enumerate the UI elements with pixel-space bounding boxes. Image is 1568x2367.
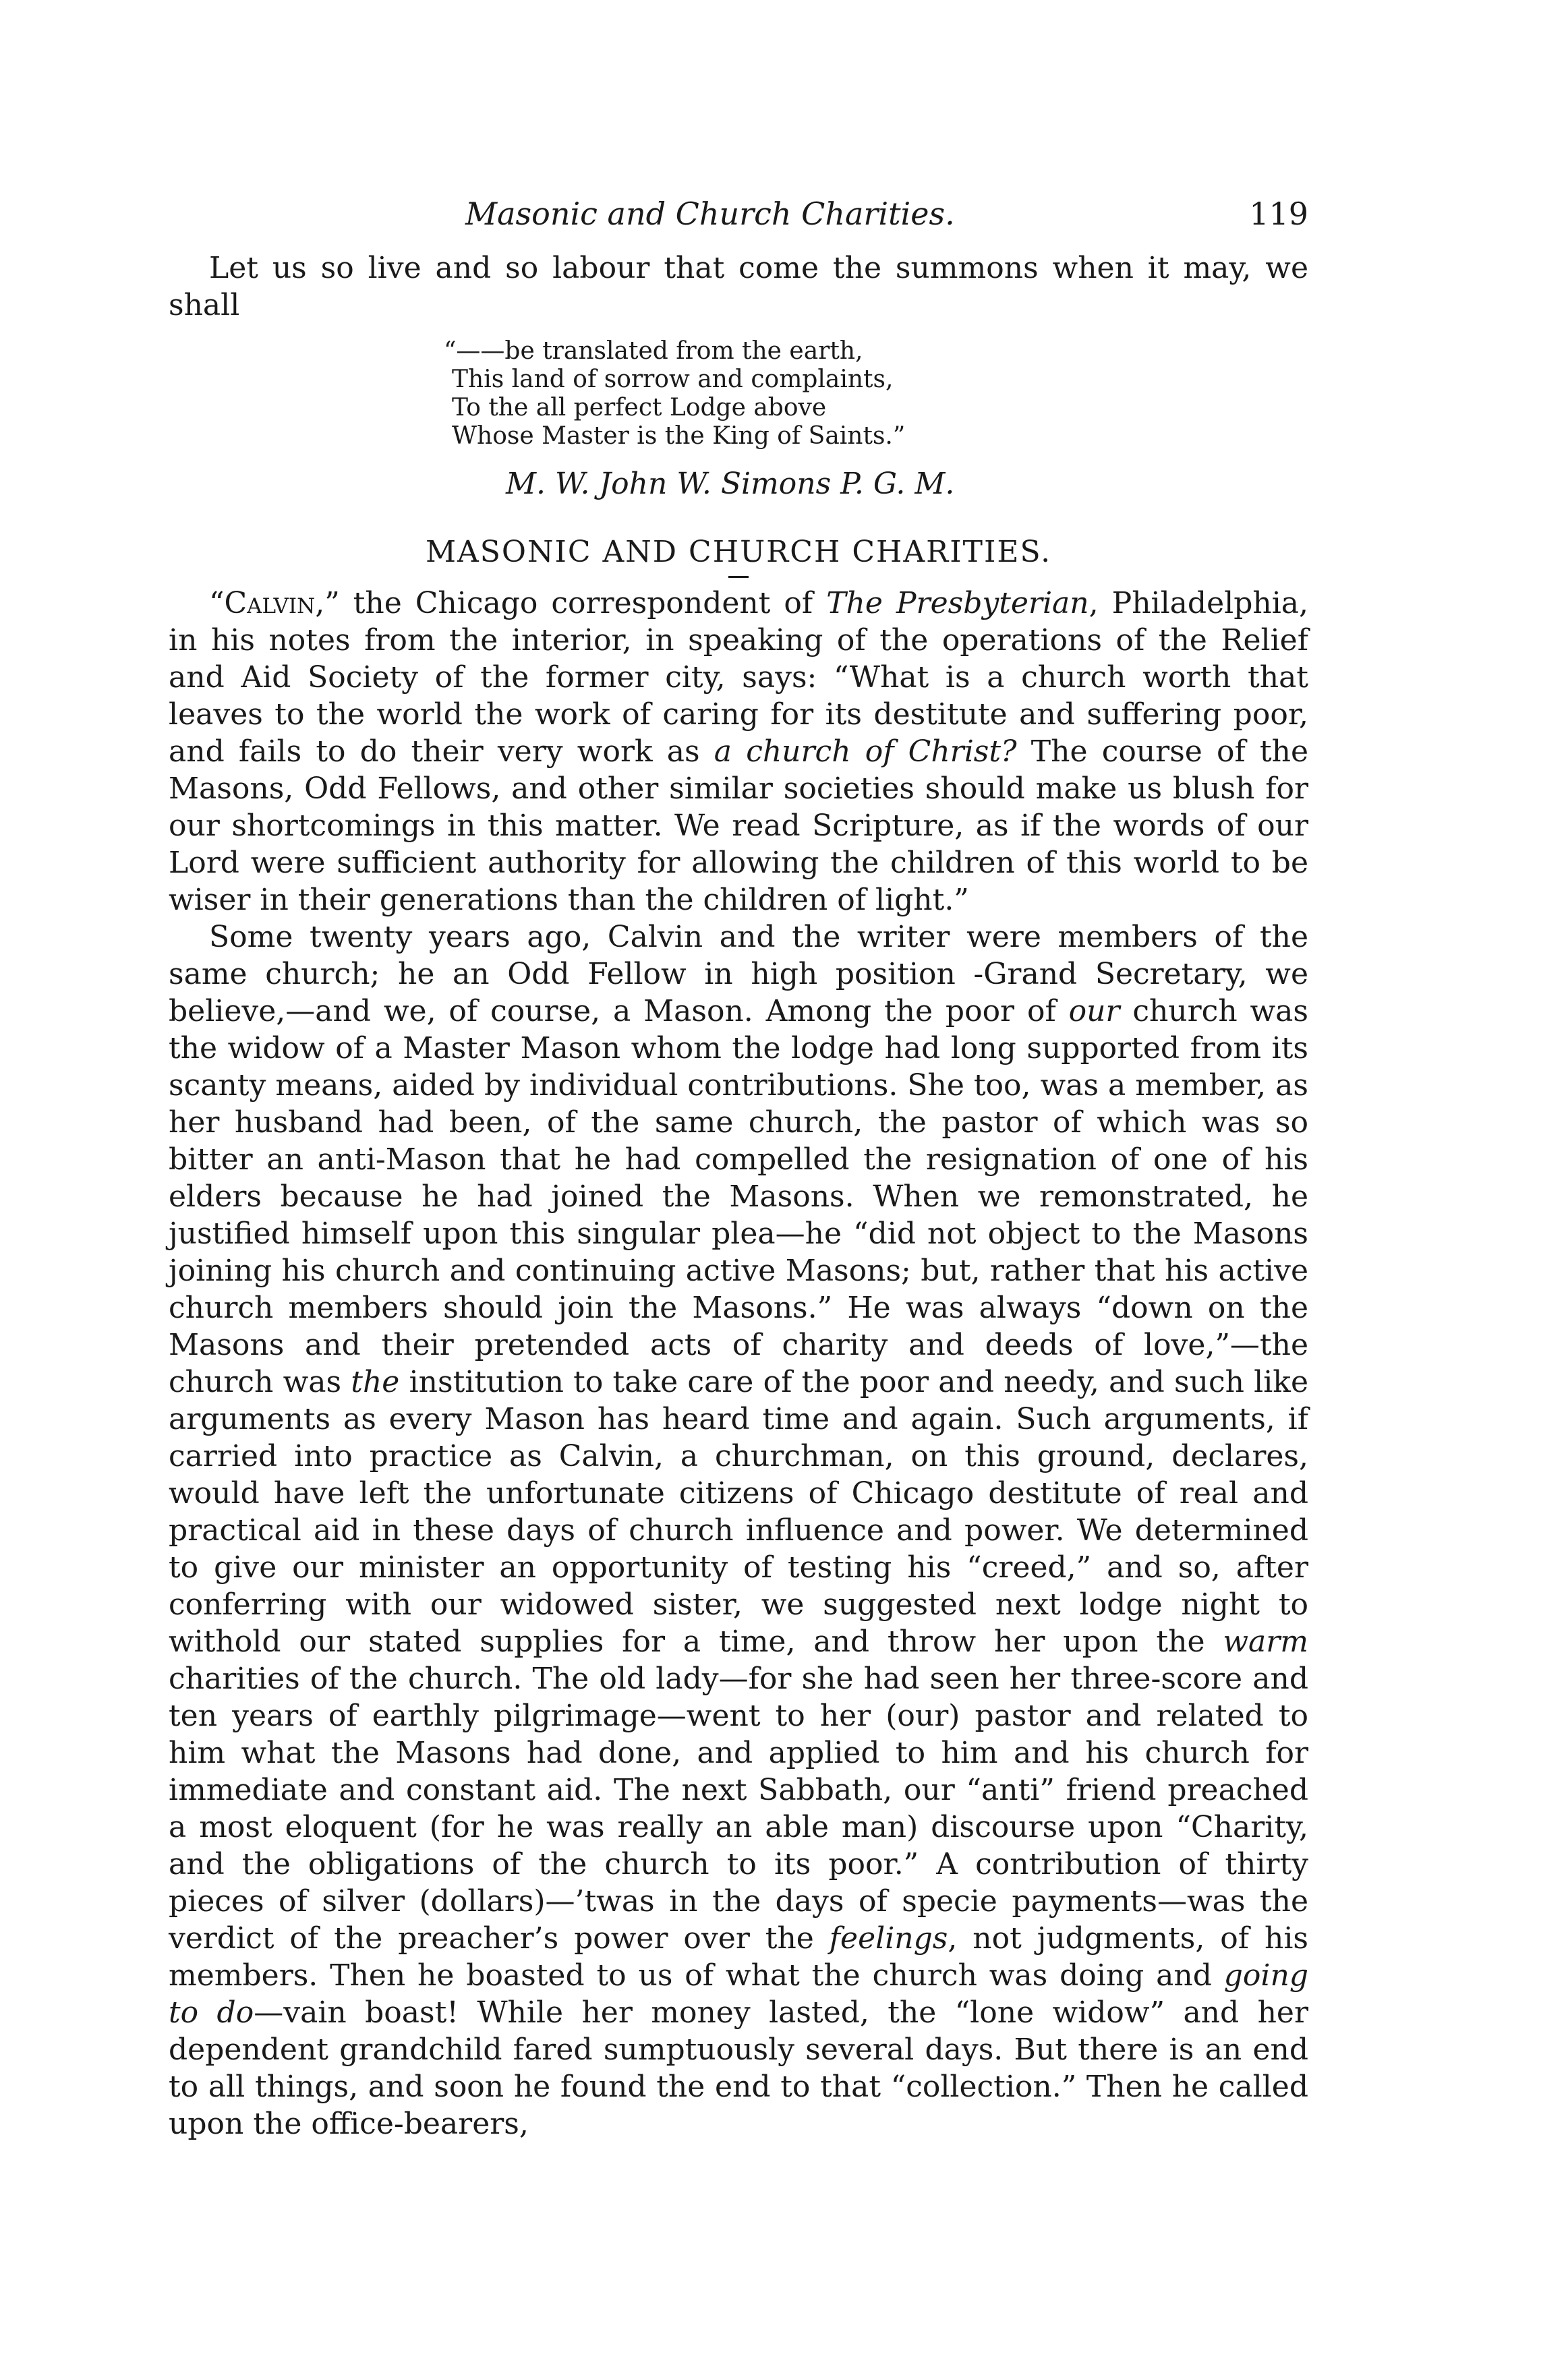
poem-line: This land of sorrow and complaints,	[452, 366, 894, 393]
text-run: —vain boast! While her money lasted, the “lone widow” and her dependent grandchild fared sumptuously several days. But there is an end to all things, and soon he found the end to that “collection.” Then he called upon the office-bearers,	[169, 1995, 1308, 2141]
emphasis: our	[1068, 994, 1120, 1028]
text-run: charities of the church. The old lady—for she had seen her three-score and ten years of earthly pilgrimage—went to her (our) pastor and related to him what the Masons had done, and applied to him and his church for immediate and constant aid. The next Sabbath, our “anti” friend preached a most eloquent (for he was really an able man) discourse upon “Charity, and the obligations of the church to its poor.” A contribution of thirty pieces of silver (dollars)—’twas in the days of specie payments—was the verdict of the preacher’s power over the	[169, 1662, 1308, 1956]
page-number: 119	[1249, 196, 1308, 232]
text-run: institution to take care of the poor and needy, and such like arguments as every Mason has heard time and again. Such arguments, if carried into practice as Calvin, a churchman, on this ground, declares, would have left the unfortunate citizens of Chicago destitute of real and practical aid in these days of church influence and power. We determined to give our minister an opportunity of testing his “creed,” and so, after conferring with our widowed sister, we suggested next lodge night to withold our stated supplies for a time, and throw her upon the	[169, 1365, 1309, 1659]
emphasis: going to do	[169, 1958, 1308, 2030]
article-paragraph-1	[169, 585, 1308, 918]
signature: M. W. John W. Simons P. G. M.	[506, 467, 955, 501]
poem-quotation	[444, 337, 1308, 450]
text-run: , Philadelphia, in his notes from the interior, in speaking of the operations of the Relief and Aid Society of the former city, says: “What is a church worth that leaves to the world the work of caring for its destitute and suffering poor, and fails to do their very work as	[169, 586, 1308, 769]
article-paragraph-2	[169, 918, 1308, 2142]
text-run: the Chicago correspondent of	[339, 586, 827, 620]
emphasis: the	[351, 1365, 400, 1399]
text-run: , not judgments, of his members. Then he boasted to us of what the church was doing and	[169, 1921, 1308, 1993]
text-run: Some twenty years ago, Calvin and the writer were members of the same church; he an Odd Fellow in high position -Grand Secretary, we believe,—and we, of course, a Mason. Among the poor of	[169, 920, 1308, 1028]
intro-paragraph: Let us so live and so labour that come the summons when it may, we shall	[169, 251, 1308, 322]
heading-rule	[728, 576, 749, 578]
poem-line: To the all perfect Lodge above	[452, 394, 827, 421]
text-run: The course of the Masons, Odd Fellows, and other similar societies should make us blush for our shortcomings in this matter. We read Scripture, as if the words of our Lord were sufficient authority for allowing the children of this world to be wiser in their generations than the children of light.”	[169, 734, 1308, 917]
text-run: church was the widow of a Master Mason whom the lodge had long supported from its scanty means, aided by individual contributions. She too, was a member, as her husband had been, of the same church, the pastor of which was so bitter an anti-Mason that he had compelled the resignation of one of his elders because he had joined the Masons. When we remonstrated, he justified himself upon this singular plea—he “did not object to the Masons joining his church and continuing active Masons; but, rather that his active church members should join the Masons.” He was always “down on the Masons and their pretended acts of charity and deeds of love,”—the church was	[169, 994, 1308, 1399]
emphasis: a church of Christ?	[714, 734, 1017, 769]
poem-line: Whose Master is the King of Saints.”	[452, 422, 906, 450]
calvin-lead: “Calvin,”	[209, 586, 340, 620]
periodical-title: The Presbyterian	[826, 586, 1089, 620]
book-page	[169, 196, 1308, 2142]
running-head	[169, 196, 1308, 250]
emphasis: warm	[1223, 1625, 1308, 1659]
poem-line: “——be translated from the earth,	[444, 337, 863, 365]
section-heading: MASONIC AND CHURCH CHARITIES.	[425, 535, 1052, 569]
emphasis: feelings	[829, 1921, 948, 1956]
running-title: Masonic and Church Charities.	[465, 196, 955, 232]
